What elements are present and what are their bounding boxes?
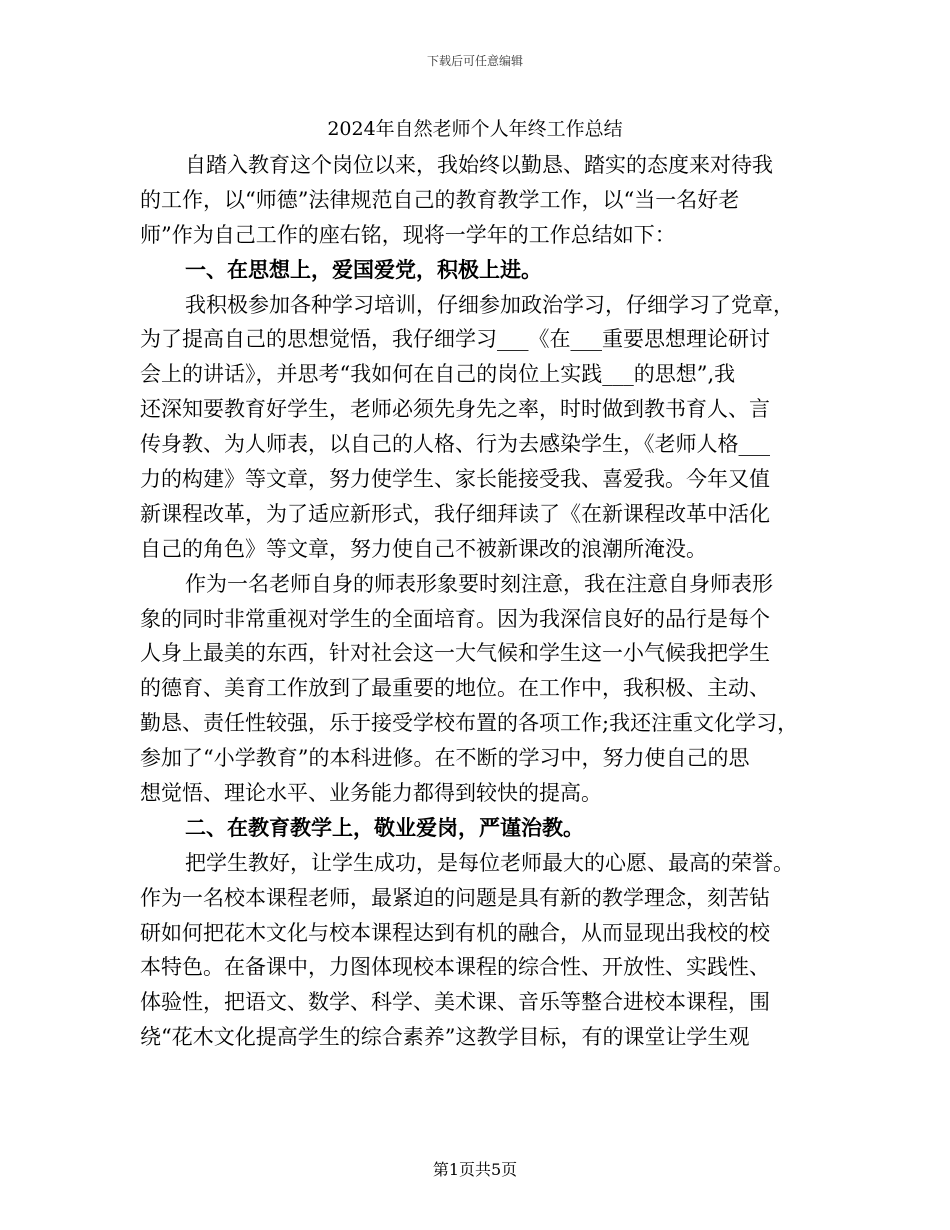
paragraph-line: 作为一名校本课程老师，最紧迫的问题是具有新的教学理念，刻苦钻 bbox=[140, 885, 770, 910]
paragraph-line: 会上的讲话》，并思考“我如何在自己的岗位上实践___的思想”,我 bbox=[140, 362, 736, 387]
header-note: 下载后可任意编辑 bbox=[426, 54, 523, 68]
paragraph-line: 参加了“小学教育”的本科进修。在不断的学习中，努力使自己的思 bbox=[140, 746, 750, 771]
paragraph-line: 还深知要教育好学生，老师必须先身先之率，时时做到教书育人、言 bbox=[140, 397, 770, 422]
paragraph-line: 的德育、美育工作放到了最重要的地位。在工作中，我积极、主动、 bbox=[140, 676, 770, 701]
paragraph-line: 我积极参加各种学习培训，仔细参加政治学习，仔细学习了党章， bbox=[185, 292, 794, 317]
paragraph-line: 为了提高自己的思想觉悟，我仔细学习___《在___重要思想理论研讨 bbox=[140, 327, 770, 352]
paragraph-line: 传身教、为人师表，以自己的人格、行为去感染学生，《老师人格___ bbox=[140, 432, 770, 457]
section-heading: 一、在思想上，爱国爱党，积极上进。 bbox=[185, 257, 542, 282]
paragraph-line: 象的同时非常重视对学生的全面培育。因为我深信良好的品行是每个 bbox=[140, 606, 770, 631]
document-title: 2024年自然老师个人年终工作总结 bbox=[327, 118, 623, 140]
paragraph-line: 自己的角色》等文章，努力使自己不被新课改的浪潮所淹没。 bbox=[140, 536, 707, 561]
paragraph-line: 本特色。在备课中，力图体现校本课程的综合性、开放性、实践性、 bbox=[140, 955, 770, 980]
paragraph-line: 研如何把花木文化与校本课程达到有机的融合，从而显现出我校的校 bbox=[140, 920, 770, 945]
section-heading: 二、在教育教学上，敬业爱岗，严谨治教。 bbox=[185, 815, 584, 840]
paragraph-line: 把学生教好，让学生成功，是每位老师最大的心愿、最高的荣誉。 bbox=[185, 850, 794, 875]
paragraph-line: 想觉悟、理论水平、业务能力都得到较快的提高。 bbox=[140, 781, 602, 806]
paragraph-line: 自踏入教育这个岗位以来，我始终以勤恳、踏实的态度来对待我 bbox=[185, 153, 773, 177]
document-body bbox=[140, 148, 812, 1055]
paragraph-line: 作为一名老师自身的师表形象要时刻注意，我在注意自身师表形 bbox=[185, 571, 773, 596]
paragraph-line: 人身上最美的东西，针对社会这一大气候和学生这一小气候我把学生 bbox=[140, 641, 770, 666]
paragraph-line: 新课程改革，为了适应新形式，我仔细拜读了《在新课程改革中活化 bbox=[140, 501, 770, 526]
paragraph-line: 的工作，以“师德”法律规范自己的教育教学工作，以“当一名好老 bbox=[140, 187, 740, 212]
paragraph-line: 勤恳、责任性较强，乐于接受学校布置的各项工作;我还注重文化学习， bbox=[140, 711, 799, 736]
paragraph-line: 师”作为自己工作的座右铭，现将一学年的工作总结如下： bbox=[140, 222, 676, 247]
paragraph-line: 体验性，把语文、数学、科学、美术课、音乐等整合进校本课程，围 bbox=[140, 990, 770, 1015]
page-number: 第1页共5页 bbox=[432, 1160, 518, 1179]
paragraph-line: 力的构建》等文章，努力使学生、家长能接受我、喜爱我。今年又值 bbox=[140, 467, 770, 492]
paragraph-line: 绕“花木文化提高学生的综合素养”这教学目标，有的课堂让学生观 bbox=[140, 1025, 750, 1050]
